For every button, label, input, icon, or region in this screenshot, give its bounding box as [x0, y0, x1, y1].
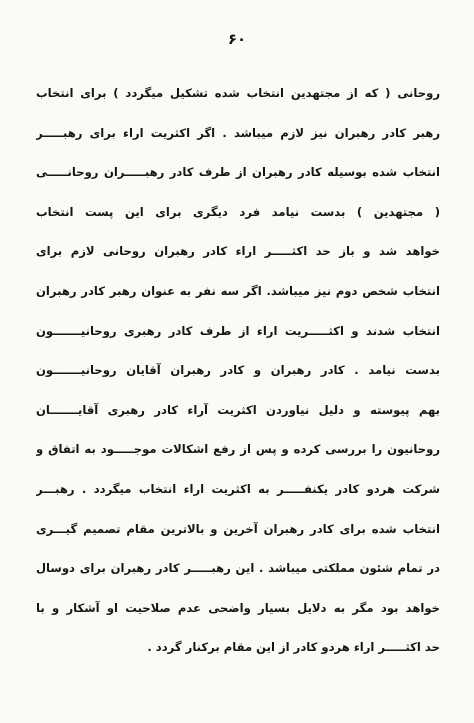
- text-line: خواهد بود مگر به دلایل بسیار واضحی عدم صلاحیت او آشکار و با: [36, 600, 440, 615]
- text-line: بهم پیوسته و دلیل نیاوردن اکثریت آراء کادر رهبری آقایـــــــان: [36, 402, 440, 417]
- text-line: در تمام شئون مملکتی میباشد . این رهبـــــر کادر رهبران برای دوسال: [36, 561, 440, 576]
- text-line: انتخاب شده برای کادر رهبران آخرین و بالاترین مقام تصمیم گیـــری: [36, 521, 440, 536]
- text-line: حد اکثـــــر اراء هردو کادر از این مقام برکنار گردد .: [147, 640, 440, 655]
- text-line: خواهد شد و باز حد اکثـــــر اراء کادر رهبران روحانی لازم برای: [36, 244, 440, 259]
- text-line: روحانی ( که از مجتهدین انتخاب شده تشکیل میگردد ) برای انتخاب: [36, 86, 440, 100]
- text-line: انتخاب شده بوسیله کادر رهبران از طرف کادر رهبـــــران روحانـــــی: [36, 165, 440, 180]
- page-number: ۶۰: [227, 30, 247, 48]
- text-line: بدست نیامد . کادر رهبران و کادر رهبران آقایان روحانیـــــــون: [36, 363, 440, 378]
- text-line: شرکت هردو کادر یکنفـــــر به اکثریت اراء انتخاب میگردد . رهبـــر: [36, 481, 440, 496]
- text-line: روحانیون را بررسی کرده و پس از رفع اشکالات موجـــــود به اتفاق و: [36, 442, 440, 457]
- body-text: [36, 74, 440, 668]
- text-line: ( مجتهدین ) بدست نیامد فرد دیگری برای این پست انتخاب: [36, 204, 440, 219]
- text-line: انتخاب شدند و اکثـــــریت اراء از طرف کادر رهبری روحانیـــــــون: [36, 323, 440, 338]
- text-line: انتخاب شخص دوم نیز میباشد. اگر سه نفر به عنوان رهبر کادر رهبران: [36, 283, 440, 298]
- text-line: رهبر کادر رهبران نیز لازم میباشد . اگر اکثریت اراء برای رهبـــــر: [36, 125, 440, 140]
